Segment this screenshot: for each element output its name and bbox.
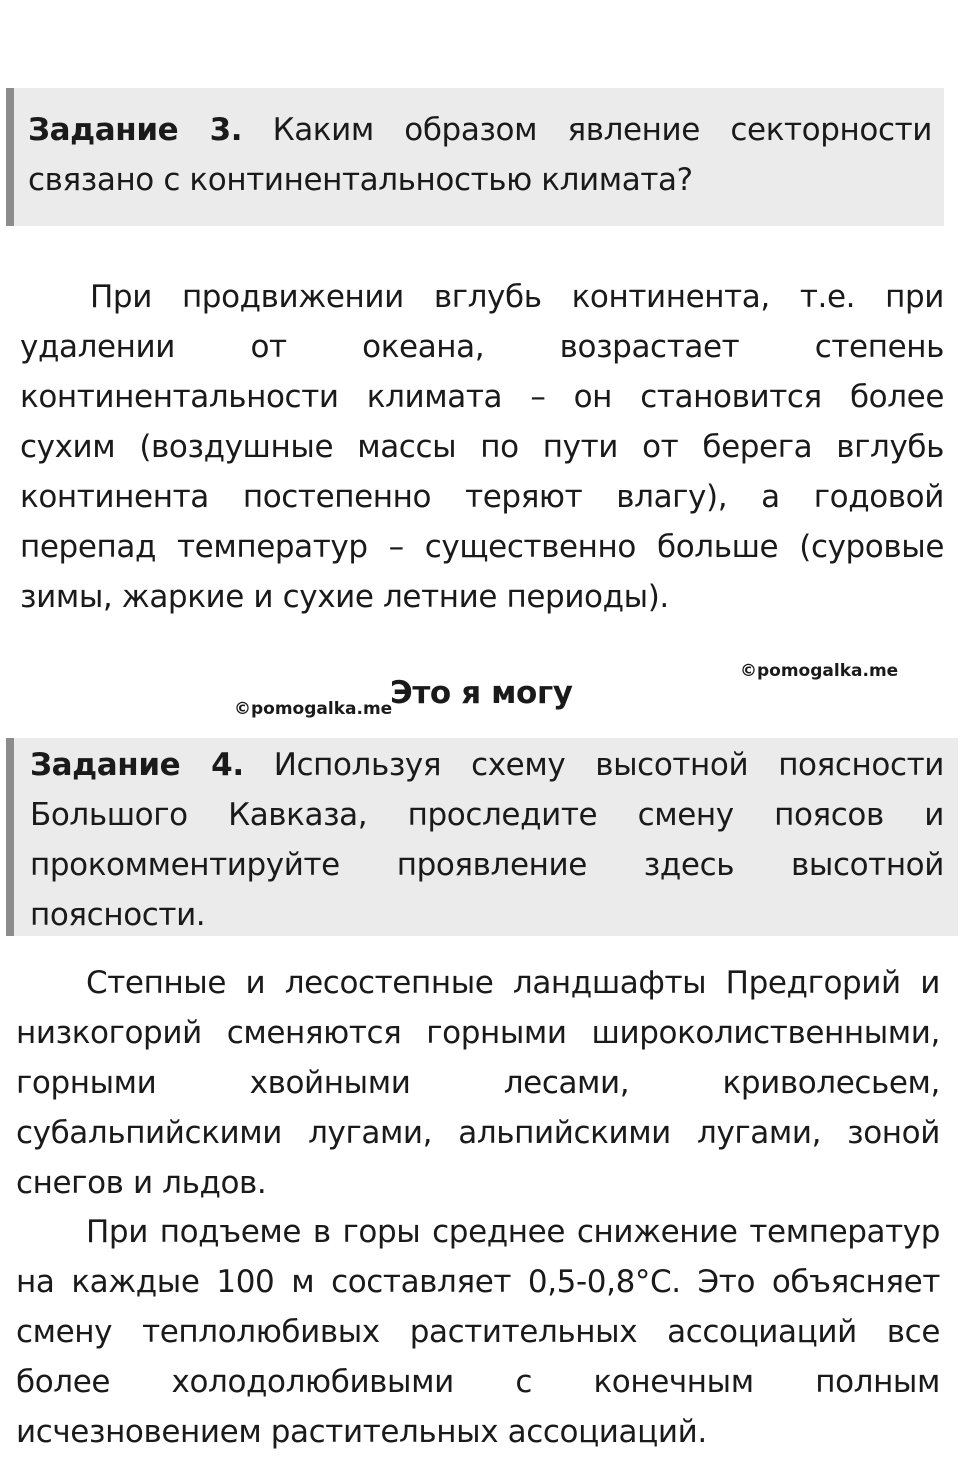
task-4-label: Задание 4. — [30, 747, 244, 783]
section-heading: Это я могу — [390, 675, 573, 711]
task-4-question: Используя схему высотной поясности Большого Кавказа, проследите смену поясов и прокомментируйте проявление здесь высотной поясности. — [30, 747, 944, 933]
task-3-question: Каким образом явление секторности связано с континентальностью климата? — [28, 112, 932, 198]
task-4-text — [30, 740, 944, 940]
task-3-label: Задание 3. — [28, 112, 243, 148]
task-3-box — [6, 88, 944, 226]
task-4-answer-paragraph-2: При подъеме в горы среднее снижение температур на каждые 100 м составляет 0,5-0,8°С. Это объясняет смену теплолюбивых растительных ассоциаций все более холодолюбивыми с конечным полным исчезновением растительных ассоциаций. — [16, 1214, 940, 1450]
task-3-answer: При продвижении вглубь континента, т.е. при удалении от океана, возрастает степень континентальности климата – он становится более сухим (воздушные массы по пути от берега вглубь континента постепенно теряют влагу), а годовой перепад температур – существенно больше (суровые зимы, жаркие и сухие летние периоды). — [20, 279, 944, 615]
task-4-answer-paragraph-1: Степные и лесостепные ландшафты Предгорий и низкогорий сменяются горными широколиственными, горными хвойными лесами, криволесьем, субальпийскими лугами, альпийскими лугами, зоной снегов и льдов. — [16, 965, 940, 1201]
watermark-right: ©pomogalka.me — [740, 661, 899, 681]
watermark-left: ©pomogalka.me — [234, 699, 393, 719]
task-4-box — [6, 738, 958, 936]
task-3-text — [28, 105, 932, 205]
